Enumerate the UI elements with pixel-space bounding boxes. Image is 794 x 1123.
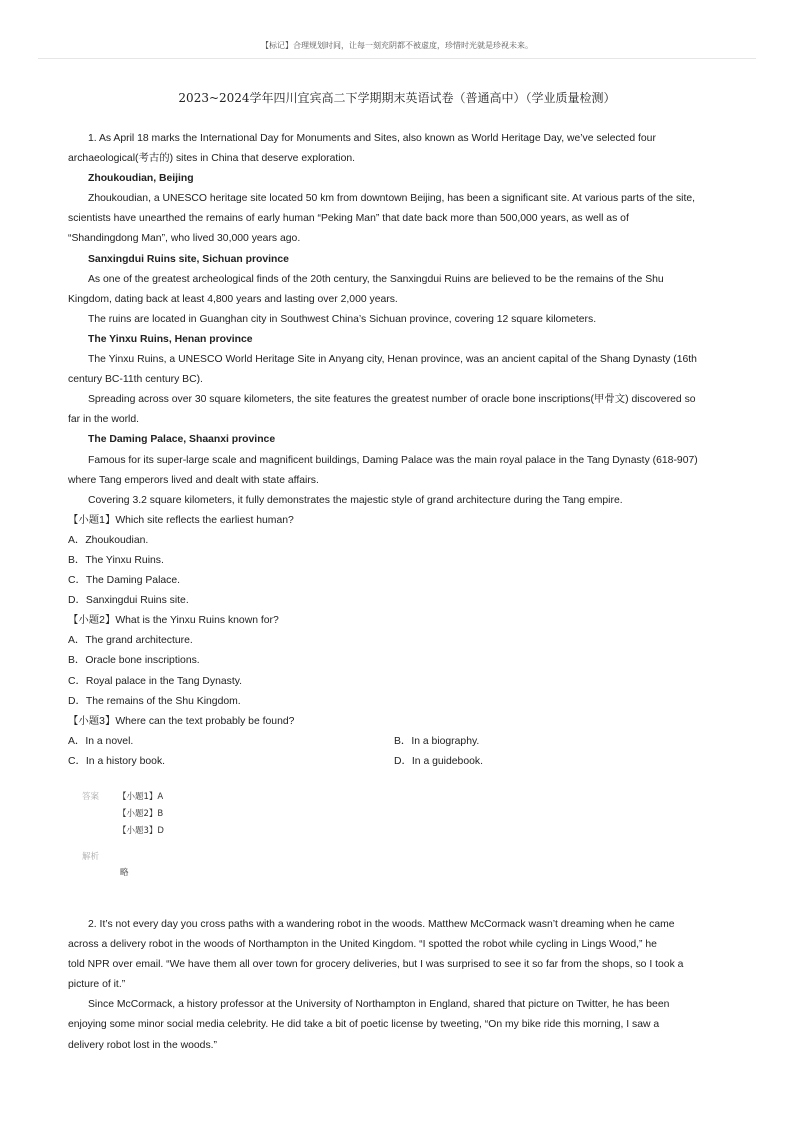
header-divider [38,58,756,59]
section-heading: Sanxingdui Ruins site, Sichuan province [88,253,289,265]
paragraph-line: “Shandingdong Man”, who lived 30,000 years ago. [68,233,301,245]
option: A．The grand architecture. [68,635,193,647]
option: C．In a history book. [68,755,166,767]
q1-intro-line: 1. As April 18 marks the International Day for Monuments and Sites, also known as World Heritage Day, we’ve selected four [88,133,656,144]
question-1 [68,129,720,772]
paragraph-line: Famous for its super-large scale and magnificent buildings, Daming Palace was the main royal palace in the Tang Dynasty (618-907) [88,454,698,466]
paragraph-line: enjoying some minor social media celebrity. He did take a bit of poetic license by tweeting, “On my bike ride this morning, I saw a [68,1019,660,1031]
option: A．Zhoukoudian. [68,534,149,546]
paragraph-line: As one of the greatest archeological finds of the 20th century, the Sanxingdui Ruins are believed to be the remains of the Shu [88,273,664,285]
option: C．The Daming Palace. [68,575,181,587]
section-heading: The Daming Palace, Shaanxi province [88,434,276,446]
answer-item: 【小题1】A [118,792,164,802]
paragraph-line: century BC-11th century BC). [68,374,203,386]
answer-label: 答案 [82,792,100,802]
option-row [68,752,720,772]
analysis-label: 解析 [82,852,100,862]
option: D．In a guidebook. [394,755,483,767]
paragraph-line: across a delivery robot in the woods of Northampton in the United Kingdom. “I spotted the robot while cycling in Lings Wood,” he [68,939,657,951]
section-heading: The Yinxu Ruins, Henan province [88,333,253,345]
page-title: 2023~2024学年四川宜宾高二下学期期末英语试卷（普通高中）（学业质量检测） [178,91,616,105]
analysis-text: 略 [120,868,129,878]
q1-intro-line: archaeological(考古的) sites in China that deserve exploration. [68,153,356,165]
paragraph-line: The ruins are located in Guanghan city in Southwest China’s Sichuan province, covering 12 square kilometers. [88,313,597,325]
option: B．The Yinxu Ruins. [68,554,164,566]
answer-item: 【小题2】B [118,809,164,819]
paragraph-line: The Yinxu Ruins, a UNESCO World Heritage Site in Anyang city, Henan province, was an ancient capital of the Shang Dynasty (16th [88,354,697,366]
question-stem: 【小题3】Where can the text probably be found? [68,715,295,727]
option: C．Royal palace in the Tang Dynasty. [68,675,243,687]
paragraph-line: Spreading across over 30 square kilometers, the site features the greatest number of oracle bone inscriptions(甲骨文) discovered so [88,394,696,406]
paragraph-line: Kingdom, dating back at least 4,800 years and lasting over 2,000 years. [68,293,398,305]
paragraph-line: Zhoukoudian, a UNESCO heritage site located 50 km from downtown Beijing, has been a significant site. At various parts of the site, [88,193,696,205]
section-heading: Zhoukoudian, Beijing [88,173,194,185]
option: D．Sanxingdui Ruins site. [68,595,189,607]
option-row [68,732,720,752]
paragraph-line: 2. It’s not every day you cross paths with a wandering robot in the woods. Matthew McCormack wasn’t dreaming when he came [88,919,675,930]
paragraph-line: delivery robot lost in the woods.” [68,1039,218,1051]
question-stem: 【小题1】Which site reflects the earliest human? [68,514,294,526]
option: B．In a biography. [394,735,480,747]
paragraph-line: scientists have unearthed the remains of early human “Peking Man” that date back more than 500,000 years, as well as of [68,213,629,225]
option: B．Oracle bone inscriptions. [68,655,200,667]
option: D．The remains of the Shu Kingdom. [68,695,241,707]
paragraph-line: picture of it.” [68,979,126,991]
header-note: 【标记】合理规划时间，让每一刻充阴都不被虚度，珍惜时光就是珍视未来。 [261,41,533,50]
paragraph-line: told NPR over email. “We have them all over town for grocery deliveries, but I was surprised to see it so far from the shops, so I took a [68,959,684,971]
answer-item: 【小题3】D [118,826,164,836]
option: A．In a novel. [68,735,134,747]
paragraph-line: Since McCormack, a history professor at the University of Northampton in England, shared that picture on Twitter, he has been [88,999,670,1011]
paragraph-line: where Tang emperors lived and dealt with state affairs. [68,474,319,486]
paragraph-line: Covering 3.2 square kilometers, it fully demonstrates the majestic style of grand architecture during the Tang empire. [88,494,623,506]
question-stem: 【小题2】What is the Yinxu Ruins known for? [68,615,279,627]
question-2 [68,915,720,1056]
paragraph-line: far in the world. [68,414,140,426]
